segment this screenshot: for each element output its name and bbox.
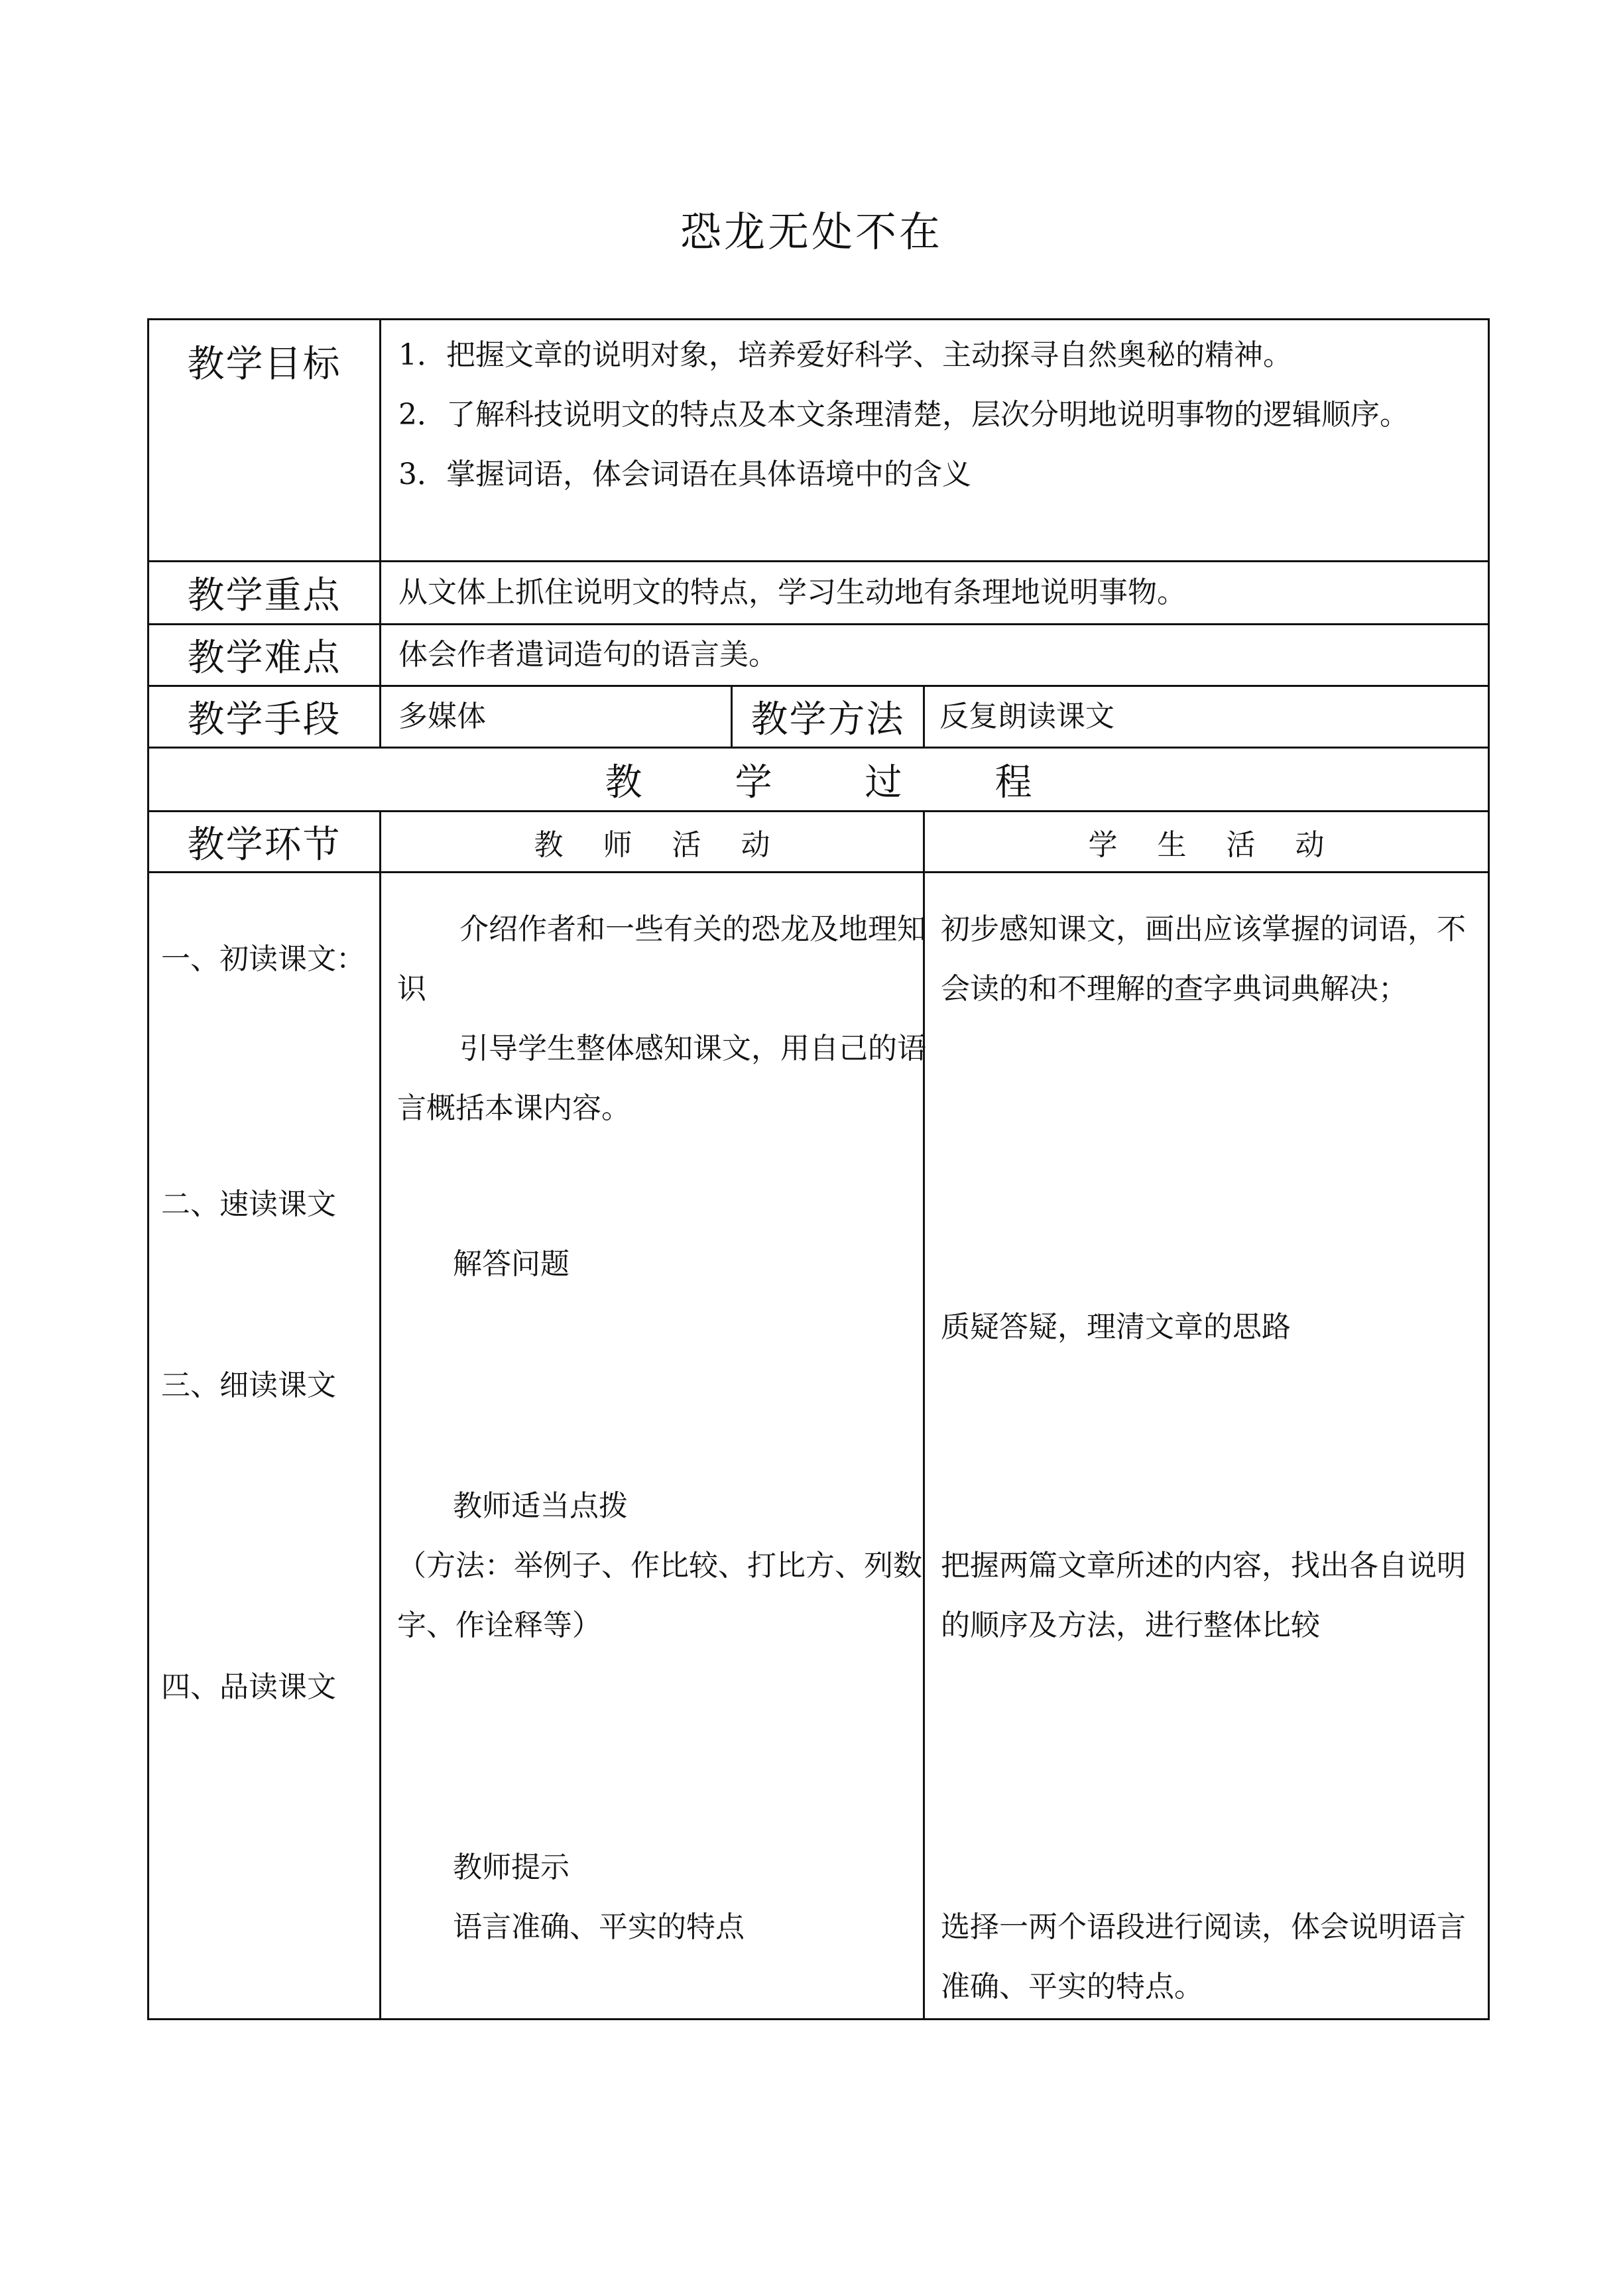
means-text: 多媒体	[381, 686, 732, 748]
method-label: 教学方法	[732, 686, 924, 748]
difficulties-label: 教学难点	[149, 625, 381, 686]
teacher-item: 介绍作者和一些有关的恐龙及地理知识	[397, 912, 926, 1006]
student-column-header: 学生活动	[924, 812, 1489, 873]
process-body-row	[149, 873, 1489, 2020]
stage-column-header: 教学环节	[149, 812, 381, 873]
objectives-content	[381, 320, 1489, 562]
method-text: 反复朗读课文	[924, 686, 1489, 748]
stage-item: 四、品读课文	[161, 1670, 336, 1704]
teacher-item: 引导学生整体感知课文，用自己的语言概括本课内容。	[397, 1032, 926, 1125]
teacher-item: 解答问题	[453, 1247, 570, 1281]
stage-item: 三、细读课文	[161, 1368, 336, 1402]
lesson-plan-table	[147, 318, 1490, 2020]
stage-item: 一、初读课文：	[161, 942, 365, 976]
teacher-item: 教师提示	[453, 1850, 570, 1884]
stage-cell	[149, 873, 381, 2020]
student-item: 选择一两个语段进行阅读，体会说明语言准确、平实的特点。	[941, 1910, 1466, 2004]
objective-item: 2．了解科技说明文的特点及本文条理清楚，层次分明地说明事物的逻辑顺序。	[398, 398, 1409, 432]
objectives-label: 教学目标	[149, 320, 381, 562]
key-points-label: 教学重点	[149, 562, 381, 625]
student-activity-cell	[924, 873, 1489, 2020]
difficulties-row	[149, 625, 1489, 686]
column-header-row	[149, 812, 1489, 873]
student-item: 把握两篇文章所述的内容，找出各自说明的顺序及方法，进行整体比较	[941, 1549, 1466, 1642]
means-label: 教学手段	[149, 686, 381, 748]
objective-item: 3．掌握词语，体会词语在具体语境中的含义	[398, 457, 971, 491]
student-item: 质疑答疑，理清文章的思路	[941, 1310, 1291, 1344]
teacher-item: 教师适当点拨	[453, 1489, 628, 1523]
teacher-item: （方法：举例子、作比较、打比方、列数字、作诠释等）	[397, 1549, 922, 1642]
process-heading: 教学过程	[149, 748, 1489, 812]
process-heading-row	[149, 748, 1489, 812]
key-points-text: 从文体上抓住说明文的特点，学习生动地有条理地说明事物。	[381, 562, 1489, 625]
student-item: 初步感知课文，画出应该掌握的词语，不会读的和不理解的查字典词典解决；	[941, 912, 1466, 1006]
teacher-column-header: 教师活动	[381, 812, 924, 873]
stage-item: 二、速读课文	[161, 1187, 336, 1221]
means-row	[149, 686, 1489, 748]
document-title: 恐龙无处不在	[680, 208, 943, 256]
difficulties-text: 体会作者遣词造句的语言美。	[381, 625, 1489, 686]
objectives-row	[149, 320, 1489, 562]
objective-item: 1．把握文章的说明对象，培养爱好科学、主动探寻自然奥秘的精神。	[398, 338, 1292, 372]
teacher-activity-cell	[381, 873, 924, 2020]
teacher-item: 语言准确、平实的特点	[453, 1910, 745, 1944]
key-points-row	[149, 562, 1489, 625]
